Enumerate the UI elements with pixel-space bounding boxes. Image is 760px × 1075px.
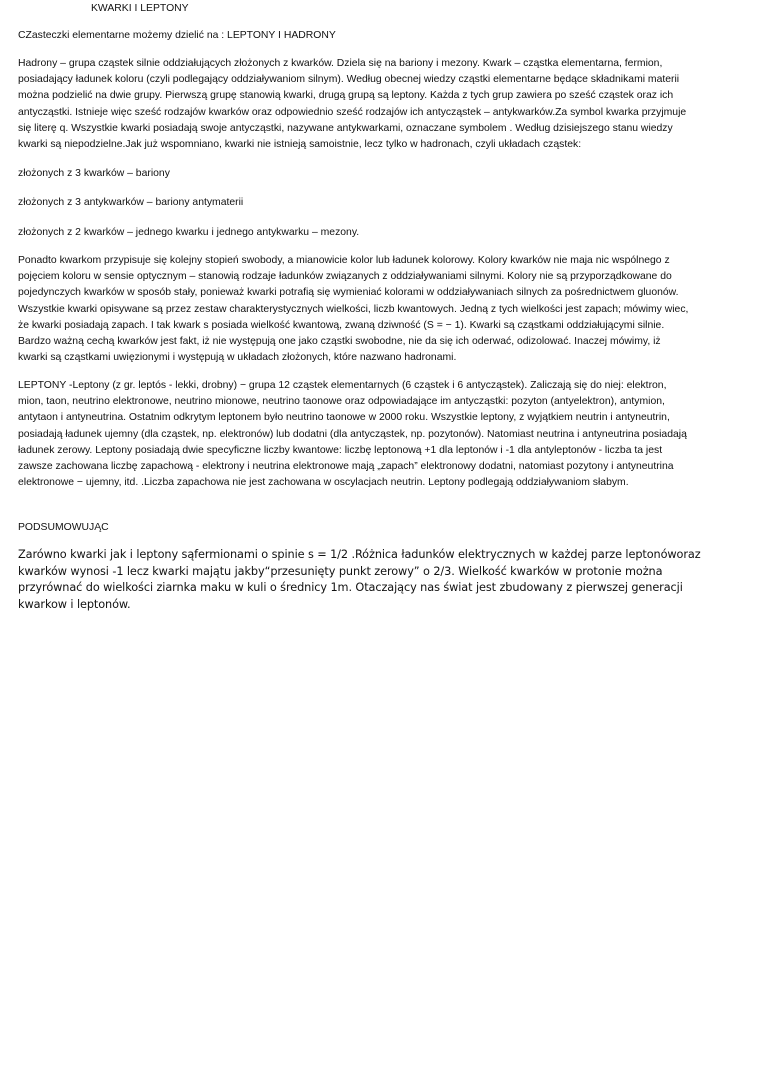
- summary-heading: PODSUMOWUJĄC: [18, 522, 109, 533]
- colors-paragraph: Ponadto kwarkom przypisuje się kolejny stopień swobody, a mianowicie kolor lub ładunek kolorowy. Kolory kwarków nie maja nic wspólnego z pojęciem koloru w sensie optycznym – stanowią rodzaje ładunków związanych z oddziaływaniami silnymi. Kolory nie są przyporządkowane do pojedynczych kwarków w sposób stały, ponieważ kwarki potrafią się wymieniać kolorami w oddziaływaniach silnych za pośrednictwem gluonów. Wszystkie kwarki opisywane są przez zestaw charakterystycznych wielkości, liczb kwantowych. Jedną z tych wielkości jest zapach; mówimy wiec, że kwarki posiadają zapach. I tak kwark s posiada wielkość kwantową, zwaną dziwność (S = − 1). Kwarki są cząstkami oddziałującymi silnie. Bardzo ważną cechą kwarków jest fakt, iż nie występują one jako cząstki swobodne, nie da się ich oderwać, odizolować. Inaczej mówimy, iż kwarki są cząstkami uwięzionymi i występują w układach złożonych, które nazwano hadronami.: [18, 255, 689, 364]
- antibaryons-line: złożonych z 3 antykwarków – bariony antymaterii: [18, 197, 244, 208]
- leptons-paragraph: LEPTONY -Leptony (z gr. leptós - lekki, drobny) − grupa 12 cząstek elementarnych (6 cząstek i 6 antycząstek). Zaliczają się do niej: elektron, mion, taon, neutrino elektronowe, neutrino mionowe, neutrino taonowe oraz odpowiadające im antycząstki: pozyton (antyelektron), antymion, antytaon i antyneutrina. Ostatnim odkrytym leptonem było neutrino taonowe w 2000 roku. Wszystkie leptony, z wyjątkiem neutrin i antyneutrin, posiadają ładunek ujemny (dla cząstek, np. elektronów) lub dodatni (dla antycząstek, np. pozytonów). Natomiast neutrina i antyneutrina posiadają ładunek zerowy. Leptony posiadają dwie specyficzne liczby kwantowe: liczbę leptonową +1 dla leptonów i -1 dla antyleptonów - liczba ta jest zawsze zachowana liczbę zapachową - elektrony i neutrina elektronowe mają „zapach” elektronowy dodatni, natomiast pozytony i antyneutrina elektronowe − ujemny, itd. .Liczba zapachowa nie jest zachowana w oscylacjach neutrin. Leptony podlegają oddziaływaniom słabym.: [18, 380, 687, 489]
- hadrons-paragraph: Hadrony – grupa cząstek silnie oddziałujących złożonych z kwarków. Dziela się na bariony i mezony. Kwark – cząstka elementarna, fermion, posiadający ładunek koloru (czyli podlegający oddziaływaniom silnym). Według obecnej wiedzy cząstki elementarne będące składnikami materii można podzielić na dwie grupy. Pierwszą grupę stanowią kwarki, drugą grupą są leptony. Każda z tych grup zawiera po sześć cząstek oraz ich antycząstki. Istnieje więc sześć rodzajów kwarków oraz odpowiednio sześć rodzajów ich antycząstek – antykwarków.Za symbol kwarka przyjmuje się literę q. Wszystkie kwarki posiadają swoje antycząstki, nazywane antykwarkami, oznaczane symbolem . Według dzisiejszego stanu wiedzy kwarki są niepodzielne.Jak już wspomniano, kwarki nie istnieją samoistnie, lecz tylko w hadronach, czyli układach cząstek:: [18, 58, 687, 151]
- baryons-line: złożonych z 3 kwarków – bariony: [18, 168, 170, 179]
- document-title: KWARKI I LEPTONY: [91, 3, 189, 14]
- summary-paragraph: Zarówno kwarki jak i leptony sąfermionami o spinie s = 1/2 .Różnica ładunków elektrycznych w każdej parze leptonóworaz kwarków wynosi -1 lecz kwarki majątu jakby“przesunięty punkt zerowy” o 2/3. Wielkość kwarków w protonie można przyrównać do wielkości ziarnka maku w kuli o średnicy 1m. Otaczający nas świat jest zbudowany z pierwszej generacji kwarkow i leptonów.: [18, 548, 701, 611]
- intro-paragraph: CZasteczki elementarne możemy dzielić na : LEPTONY I HADRONY: [18, 30, 336, 41]
- mesons-line: złożonych z 2 kwarków – jednego kwarku i jednego antykwarku – mezony.: [18, 227, 360, 238]
